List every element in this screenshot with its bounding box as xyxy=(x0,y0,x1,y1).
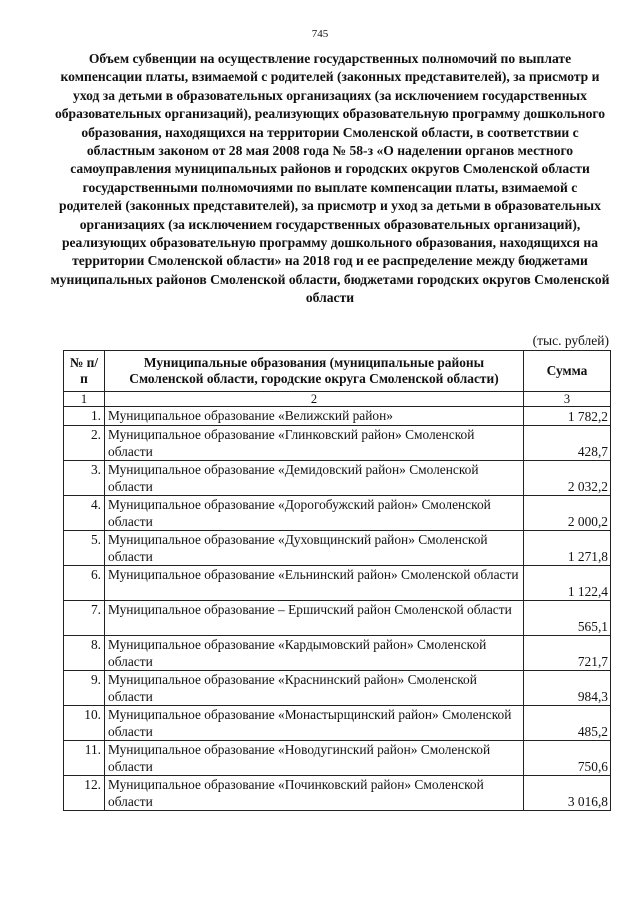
subvention-table xyxy=(63,350,611,811)
row-number: 7. xyxy=(64,601,105,636)
municipality-name: Муниципальное образование – Ершичский район Смоленской области xyxy=(105,601,524,636)
table-row xyxy=(64,671,611,706)
municipality-name: Муниципальное образование «Новодугинский район» Смоленской области xyxy=(105,741,524,776)
row-number: 9. xyxy=(64,671,105,706)
table-row xyxy=(64,426,611,461)
row-amount: 485,2 xyxy=(524,706,611,741)
row-amount: 2 000,2 xyxy=(524,496,611,531)
municipality-name: Муниципальное образование «Кардымовский район» Смоленской области xyxy=(105,636,524,671)
table-row xyxy=(64,407,611,426)
unit-note: (тыс. рублей) xyxy=(532,333,609,348)
municipality-name: Муниципальное образование «Дорогобужский район» Смоленской области xyxy=(105,496,524,531)
document-title: Объем субвенции на осуществление государственных полномочий по выплате компенсации платы, взимаемой с родителей (законных представителей), за присмотр и уход за детьми в образовательных организациях (за исключением государственных образовательных организаций), реализующих образовательную программу дошкольного образования, находящихся на территории Смоленской области, в соответствии с областным законом от 28 мая 2008 года № 58-з «О наделении органов местного самоуправления муниципальных районов и городских округов Смоленской области государственными полномочиями по выплате компенсации платы, взимаемой с родителей (законных представителей), за присмотр и уход за детьми в образовательных организациях (за исключением государственных образовательных организаций), реализующих образовательную программу дошкольного образования, находящихся на территории Смоленской области» на 2018 год и ее распределение между бюджетами муниципальных районов Смоленской области, бюджетами городских округов Смоленской области xyxy=(50,51,610,306)
table-row xyxy=(64,636,611,671)
municipality-name: Муниципальное образование «Краснинский район» Смоленской области xyxy=(105,671,524,706)
row-number: 12. xyxy=(64,776,105,811)
row-number: 6. xyxy=(64,566,105,601)
row-amount: 2 032,2 xyxy=(524,461,611,496)
row-amount: 1 782,2 xyxy=(524,407,611,426)
col-number-1: 1 xyxy=(64,392,105,407)
page-number: 745 xyxy=(311,28,329,40)
table-row xyxy=(64,461,611,496)
table-row xyxy=(64,776,611,811)
municipality-name: Муниципальное образование «Велижский район» xyxy=(105,407,524,426)
municipality-name: Муниципальное образование «Ельнинский район» Смоленской области xyxy=(105,566,524,601)
table-row xyxy=(64,601,611,636)
row-number: 11. xyxy=(64,741,105,776)
municipality-name: Муниципальное образование «Духовщинский район» Смоленской области xyxy=(105,531,524,566)
row-amount: 984,3 xyxy=(524,671,611,706)
row-number: 8. xyxy=(64,636,105,671)
table-row xyxy=(64,496,611,531)
row-number: 3. xyxy=(64,461,105,496)
row-amount: 428,7 xyxy=(524,426,611,461)
col-number-2: 2 xyxy=(105,392,524,407)
municipality-name: Муниципальное образование «Глинковский район» Смоленской области xyxy=(105,426,524,461)
table-row xyxy=(64,741,611,776)
col-number-3: 3 xyxy=(524,392,611,407)
column-number-row xyxy=(64,392,611,407)
table-row xyxy=(64,566,611,601)
table-row xyxy=(64,706,611,741)
row-amount: 1 271,8 xyxy=(524,531,611,566)
row-amount: 565,1 xyxy=(524,601,611,636)
header-name: Муниципальные образования (муниципальные районы Смоленской области, городские округа Смоленской области) xyxy=(105,351,524,392)
municipality-name: Муниципальное образование «Демидовский район» Смоленской области xyxy=(105,461,524,496)
row-number: 2. xyxy=(64,426,105,461)
table-header-row xyxy=(64,351,611,392)
header-sum: Сумма xyxy=(524,351,611,392)
row-amount: 3 016,8 xyxy=(524,776,611,811)
row-amount: 750,6 xyxy=(524,741,611,776)
table-row xyxy=(64,531,611,566)
municipality-name: Муниципальное образование «Починковский район» Смоленской области xyxy=(105,776,524,811)
row-number: 1. xyxy=(64,407,105,426)
row-number: 4. xyxy=(64,496,105,531)
row-amount: 721,7 xyxy=(524,636,611,671)
row-number: 10. xyxy=(64,706,105,741)
row-amount: 1 122,4 xyxy=(524,566,611,601)
municipality-name: Муниципальное образование «Монастырщинский район» Смоленской области xyxy=(105,706,524,741)
row-number: 5. xyxy=(64,531,105,566)
header-no: № п/п xyxy=(64,351,105,392)
